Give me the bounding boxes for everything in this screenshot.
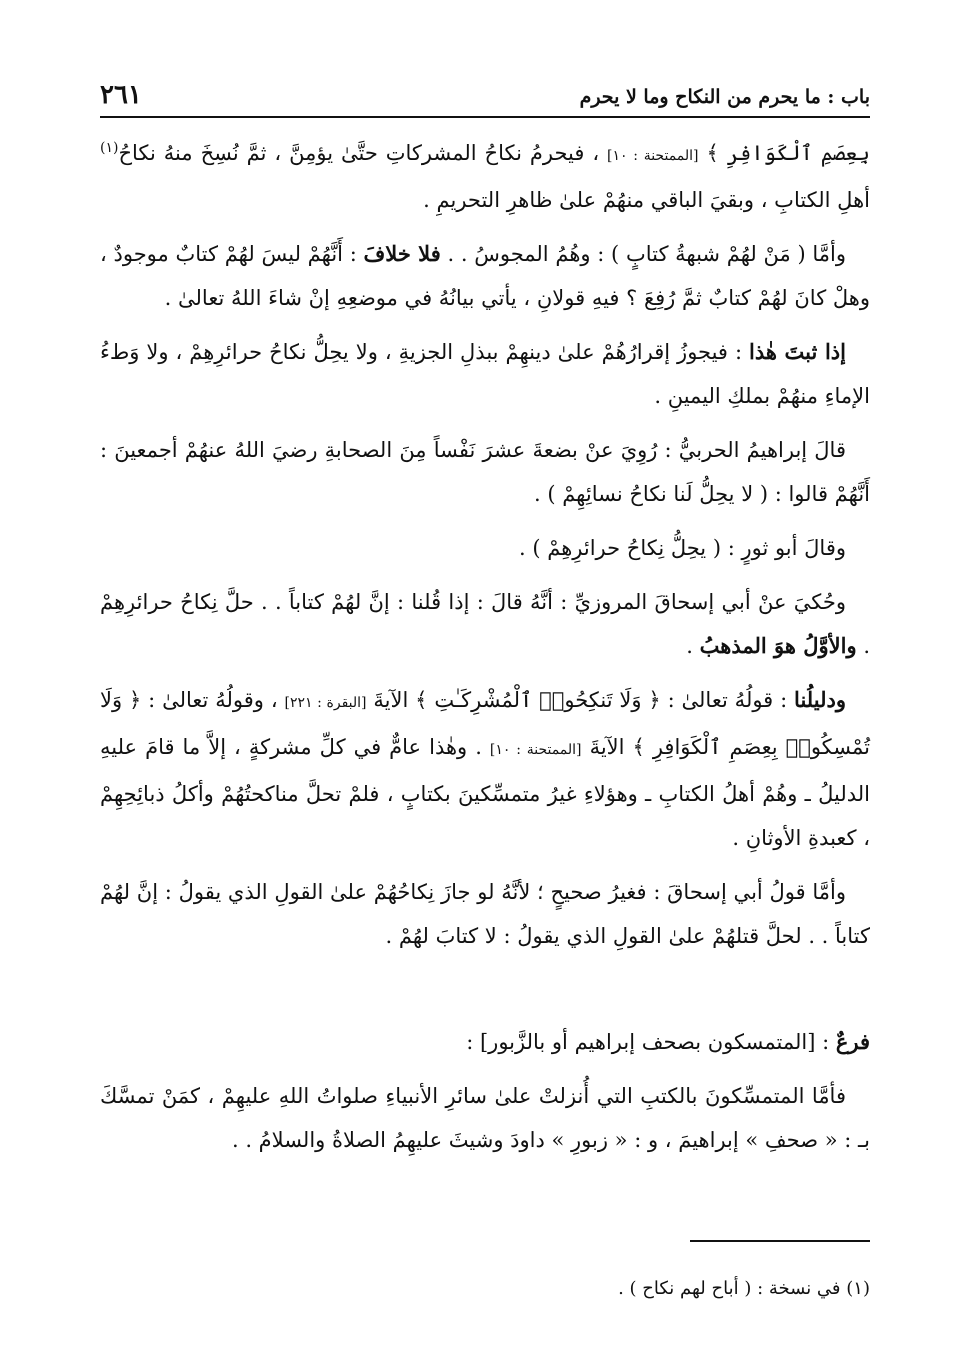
paragraph-text: : قولُهُ تعالىٰ : ﴿ وَلَا تَنكِحُوا۟ ٱلْمُشْرِكَـٰتِ ﴾ الآيةَ [373,688,788,712]
paragraph-text: . وهٰذا عامٌّ في كلِّ مشركةٍ ، إلاَّ ما قامَ عليهِ الدليلُ ـ وهُمْ أهلُ الكتابِ ـ وهؤلاءِ غيرُ متمسِّكينَ بكتابٍ ، فلمْ تحلَّ مناكحتُهُمْ وأكلُ ذبائِحِهِمْ ، كعبدةِ الأوثانِ . [100,735,871,850]
paragraph-text: : أَنَّهُمْ ليسَ لهُمْ كتابٌ موجودٌ ، وهلْ كانَ لهُمْ كتابٌ ثمَّ رُفِعَ ؟ فيهِ قولانِ ، يأتي بيانُهُ في موضعِهِ إنْ شاءَ اللهُ تعالىٰ . [100,242,870,310]
paragraph-2 [100,232,870,320]
paragraph-text: ، فيحرمُ نكاحُ المشركاتِ حتَّىٰ يؤمِنَّ ، ثمَّ نُسِخَ منهُ نكاحُ [118,141,600,165]
paragraph-text: . [686,634,693,658]
bold-phrase: فلا خلافَ [363,241,441,266]
chapter-title: باب : ما يحرم من النكاح وما لا يحرم [579,86,870,108]
subsection-heading [100,1020,870,1064]
paragraph-6 [100,580,870,668]
paragraph-text: ، وقولُهُ تعالىٰ : ﴿ وَلَا تُمْسِكُوا۟ بِعِصَمِ ٱلْكَوَافِرِ ﴾ الآيةَ [100,688,870,759]
bold-phrase: والأوَّلُ هوَ المذهبُ [699,633,857,658]
paragraph-text: وأمَّا ( مَنْ لهُمْ شبهةُ كتابٍ ) : وهُمُ المجوسُ . . [447,242,846,266]
verse-reference: [البقرة : ٢٢١] [284,695,367,711]
paragraph-text: : فيجوزُ إقرارُهُمْ علىٰ دينهِمْ ببذلِ الجزيةِ ، ولا يحِلُّ نكاحُ حرائرِهِمْ ، ولا وَطءُ الإماءِ منهُمْ بملكِ اليمينِ . [100,340,870,408]
main-text [100,126,870,1172]
verse-reference: [الممتحنة : ١٠] [607,148,699,164]
footnote-marker: (١) [100,140,119,156]
footnote: (١) في نسخة : ( أباح لهم نكاح ) . [618,1278,870,1299]
paragraph-1 [100,126,870,222]
paragraph-text: وحُكيَ عنْ أبي إسحاقَ المروزيِّ : أنَّهُ قالَ : إذا قُلنا : إنَّ لهُمْ كتاباً . . حلَّ نِكاحُ حرائرِهِمْ . [100,590,870,658]
quran-quote: بِعِصَمِ ٱلْكَوَافِرِ ﴾ [706,141,870,165]
footnote-divider [690,1240,870,1242]
paragraph-4: قالَ إبراهيمُ الحربيُّ : رُوِيَ عنْ بضعةَ عشرَ نَفْساً مِنَ الصحابةِ رضيَ اللهُ عنهُمْ أجمعينَ : أَنَّهُمْ قالوا : ( لا يحِلُّ لَنا نكاحُ نسائِهِمْ ) . [100,438,870,506]
running-header [100,80,870,118]
bold-phrase: إذا ثبتَ هٰذا [749,339,846,364]
bold-phrase: فرعٌ [835,1029,870,1054]
paragraph-8: وأمَّا قولُ أبي إسحاقَ : فغيرُ صحيحٍ ؛ لأنَّهُ لو جازَ نِكاحُهُمْ علىٰ القولِ الذي يقولُ : إنَّ لهُمْ كتاباً . . لحلَّ قتلهُمْ علىٰ القولِ الذي يقولُ : لا كتابَ لهُمْ . [100,880,870,948]
paragraph-3 [100,330,870,418]
page-number: ٢٦١ [100,80,142,110]
paragraph-text: أهلِ الكتابِ ، وبقيَ الباقي منهُمْ علىٰ ظاهرِ التحريمِ . [423,188,870,212]
paragraph-9: فأمَّا المتمسِّكونَ بالكتبِ التي أُنزلتْ علىٰ سائرِ الأنبياءِ صلواتُ اللهِ عليهِمْ ، كمَنْ تمسَّكَ بـ : « صحفِ » إبراهيمَ ، و : « زبورِ » داودَ وشيثَ عليهِمُ الصلاةُ والسلامُ . . [100,1084,870,1152]
paragraph-7 [100,678,870,860]
bold-phrase: ودليلُنا [794,687,846,712]
subsection-title: : [المتمسكون بصحف إبراهيم أو بالزَّبور] : [466,1030,830,1054]
verse-reference: [الممتحنة : ١٠] [489,742,582,758]
paragraph-5: وقالَ أبو ثورٍ : ( يحِلُّ نِكاحُ حرائرِهِمْ ) . [519,536,846,560]
